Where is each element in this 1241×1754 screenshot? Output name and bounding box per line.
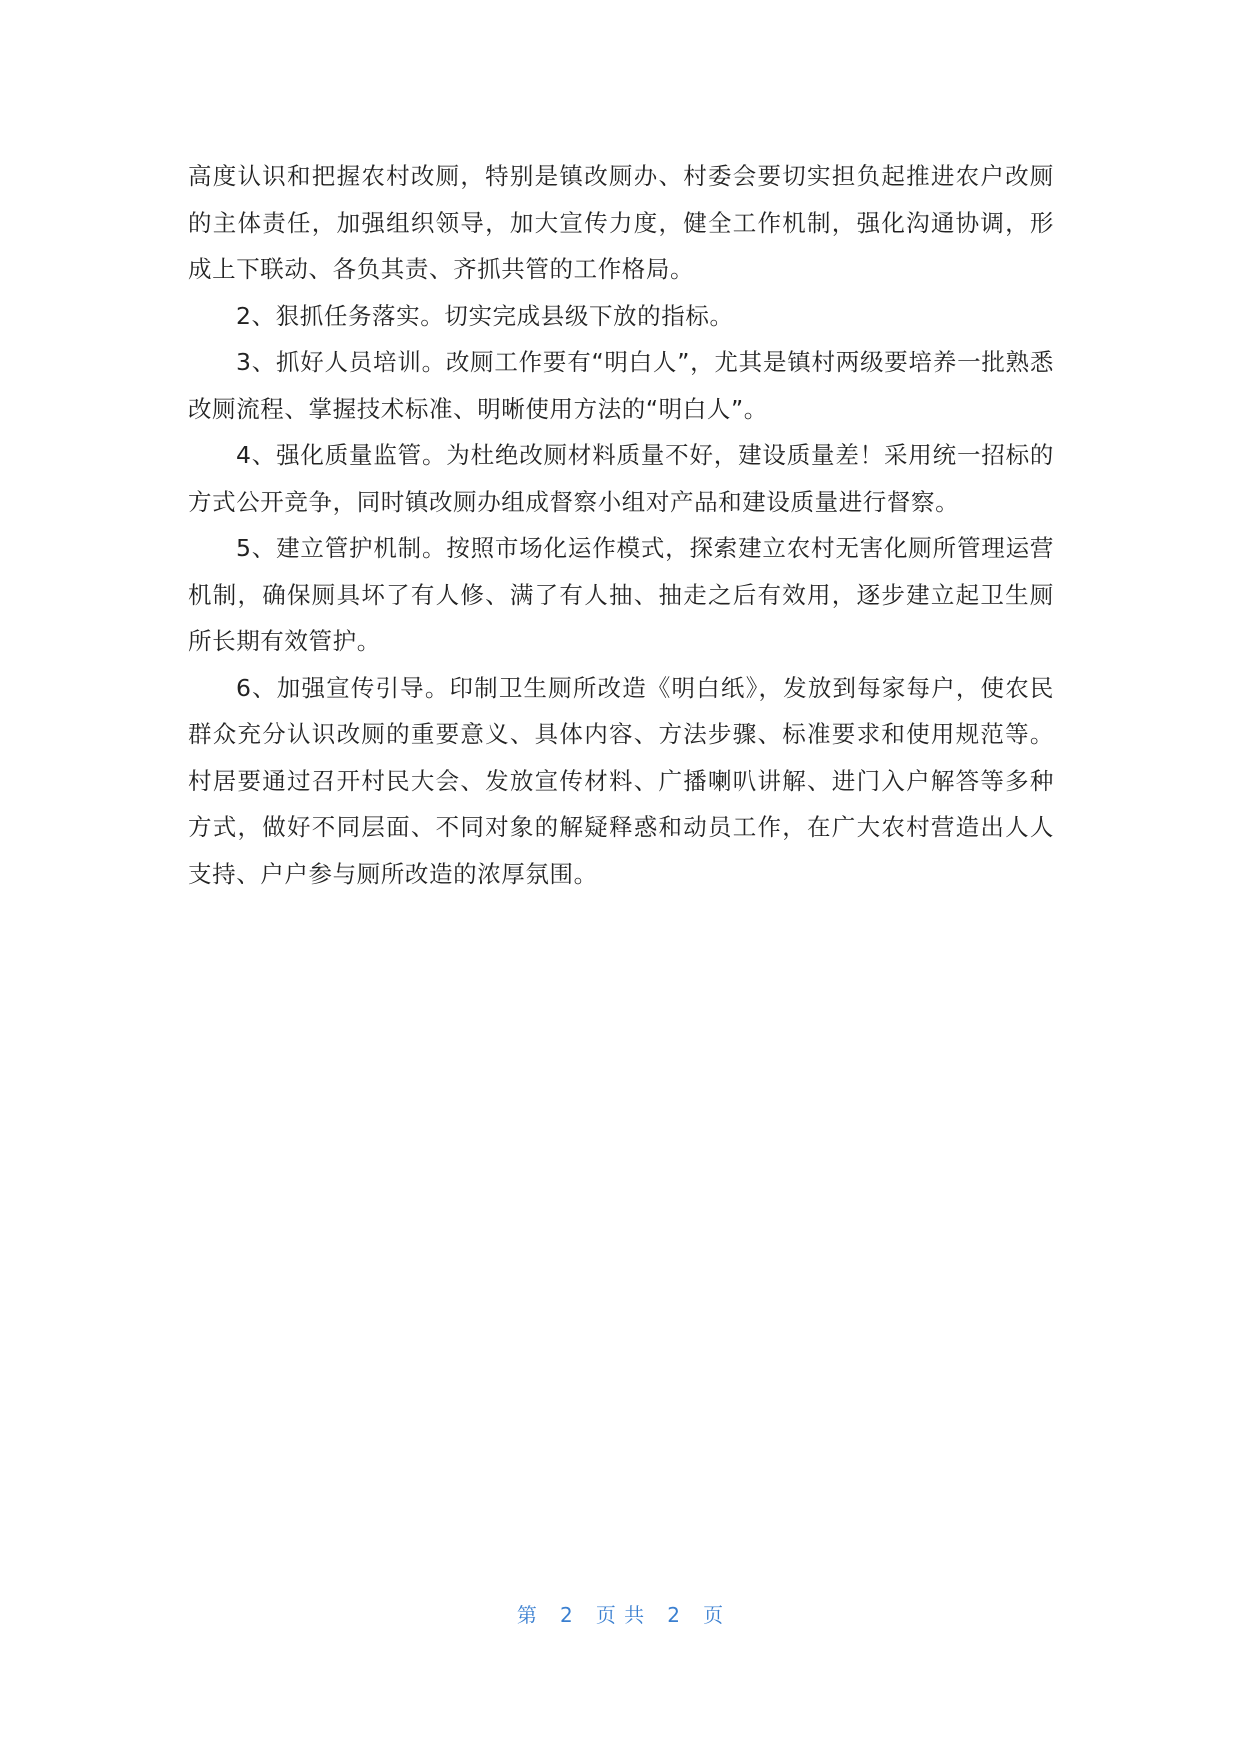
paragraph-item-3: 3、抓好人员培训。改厕工作要有“明白人”，尤其是镇村两级要培养一批熟悉改厕流程、掌握技术标准、明晰使用方法的“明白人”。 [188, 348, 1054, 423]
paragraph-intro-continuation: 高度认识和把握农村改厕，特别是镇改厕办、村委会要切实担负起推进农户改厕的主体责任，加强组织领导，加大宣传力度，健全工作机制，强化沟通协调，形成上下联动、各负其责、齐抓共管的工作格局。 [188, 162, 1054, 283]
page-footer [0, 1599, 1241, 1628]
paragraph-item-2: 2、狠抓任务落实。切实完成县级下放的指标。 [236, 301, 734, 330]
footer-total-pages: 2 [667, 1603, 681, 1627]
footer-suffix: 页 [703, 1603, 725, 1627]
footer-current-page: 2 [560, 1603, 574, 1627]
footer-middle: 页 共 [595, 1603, 646, 1627]
paragraph-item-6: 6、加强宣传引导。印制卫生厕所改造《明白纸》，发放到每家每户，使农民群众充分认识改厕的重要意义、具体内容、方法步骤、标准要求和使用规范等。村居要通过召开村民大会、发放宣传材料、广播喇叭讲解、进门入户解答等多种方式，做好不同层面、不同对象的解疑释惑和动员工作，在广大农村营造出人人支持、户户参与厕所改造的浓厚氛围。 [188, 673, 1054, 888]
paragraph-item-5: 5、建立管护机制。按照市场化运作模式，探索建立农村无害化厕所管理运营机制，确保厕具坏了有人修、满了有人抽、抽走之后有效用，逐步建立起卫生厕所长期有效管护。 [188, 534, 1054, 655]
footer-prefix: 第 [516, 1603, 538, 1627]
document-body [188, 153, 1054, 897]
paragraph-item-4: 4、强化质量监管。为杜绝改厕材料质量不好，建设质量差！采用统一招标的方式公开竞争，同时镇改厕办组成督察小组对产品和建设质量进行督察。 [188, 441, 1054, 516]
